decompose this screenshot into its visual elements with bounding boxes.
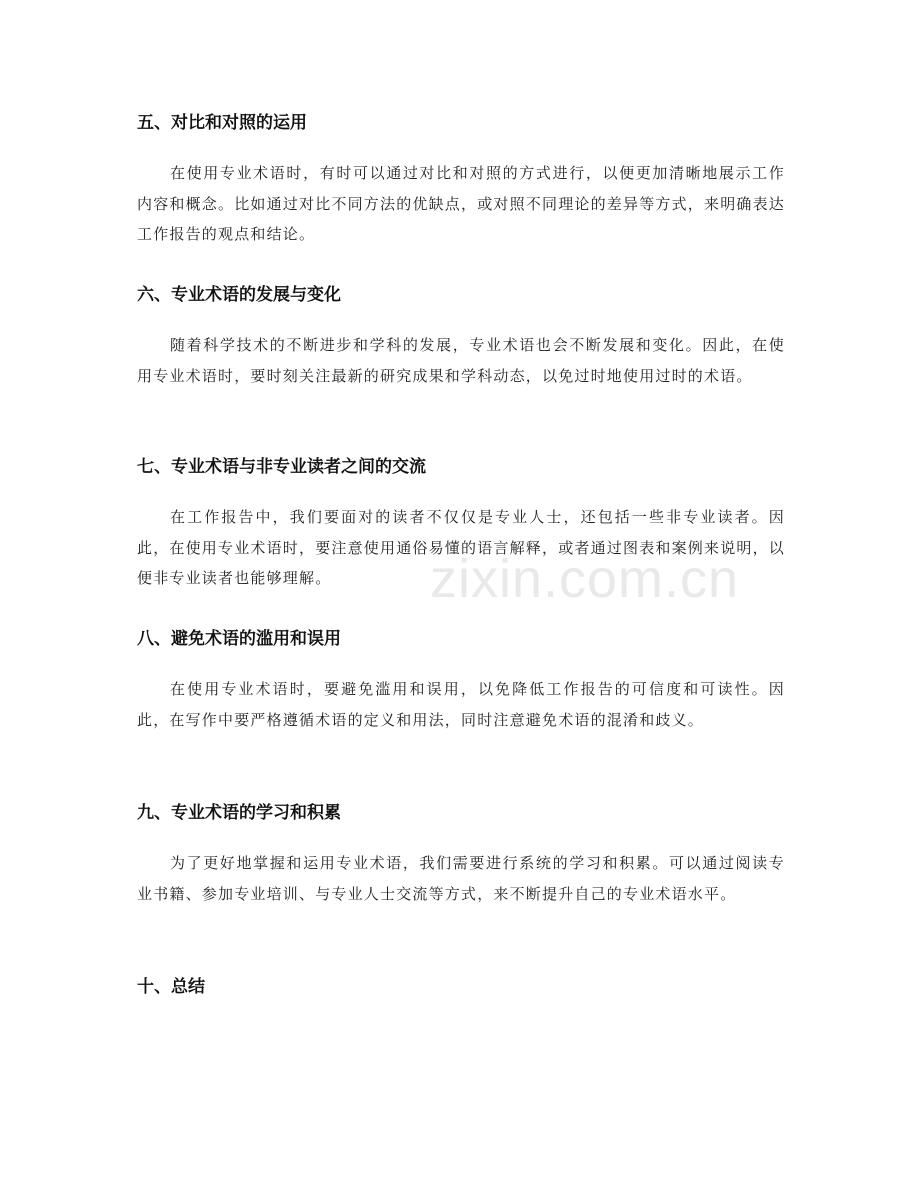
section-9 bbox=[137, 802, 785, 909]
section-6 bbox=[137, 284, 785, 391]
section-heading: 六、专业术语的发展与变化 bbox=[137, 285, 341, 305]
section-heading: 七、专业术语与非专业读者之间的交流 bbox=[137, 457, 426, 477]
section-paragraph: 在使用专业术语时，要避免滥用和误用，以免降低工作报告的可信度和可读性。因此，在写作中要严格遵循术语的定义和用法，同时注意避免术语的混淆和歧义。 bbox=[137, 680, 785, 729]
section-8 bbox=[137, 628, 785, 735]
section-heading: 五、对比和对照的运用 bbox=[137, 113, 307, 133]
section-heading: 九、专业术语的学习和积累 bbox=[137, 803, 341, 823]
watermark-text: zixin.com.cn bbox=[430, 549, 740, 609]
section-5 bbox=[137, 112, 785, 250]
section-paragraph: 为了更好地掌握和运用专业术语，我们需要进行系统的学习和积累。可以通过阅读专业书籍、参加专业培训、与专业人士交流等方式，来不断提升自己的专业术语水平。 bbox=[137, 854, 785, 903]
section-7 bbox=[137, 456, 785, 594]
section-paragraph: 随着科学技术的不断进步和学科的发展，专业术语也会不断发展和变化。因此，在使用专业术语时，要时刻关注最新的研究成果和学科动态，以免过时地使用过时的术语。 bbox=[137, 336, 785, 385]
section-10 bbox=[137, 976, 785, 998]
section-paragraph: 在使用专业术语时，有时可以通过对比和对照的方式进行，以便更加清晰地展示工作内容和概念。比如通过对比不同方法的优缺点，或对照不同理论的差异等方式，来明确表达工作报告的观点和结论。 bbox=[137, 164, 786, 243]
section-heading: 八、避免术语的滥用和误用 bbox=[137, 629, 341, 649]
section-heading: 十、总结 bbox=[137, 977, 205, 997]
section-paragraph: 在工作报告中，我们要面对的读者不仅仅是专业人士，还包括一些非专业读者。因此，在使用专业术语时，要注意使用通俗易懂的语言解释，或者通过图表和案例来说明，以便非专业读者也能够理解。 bbox=[137, 508, 786, 587]
